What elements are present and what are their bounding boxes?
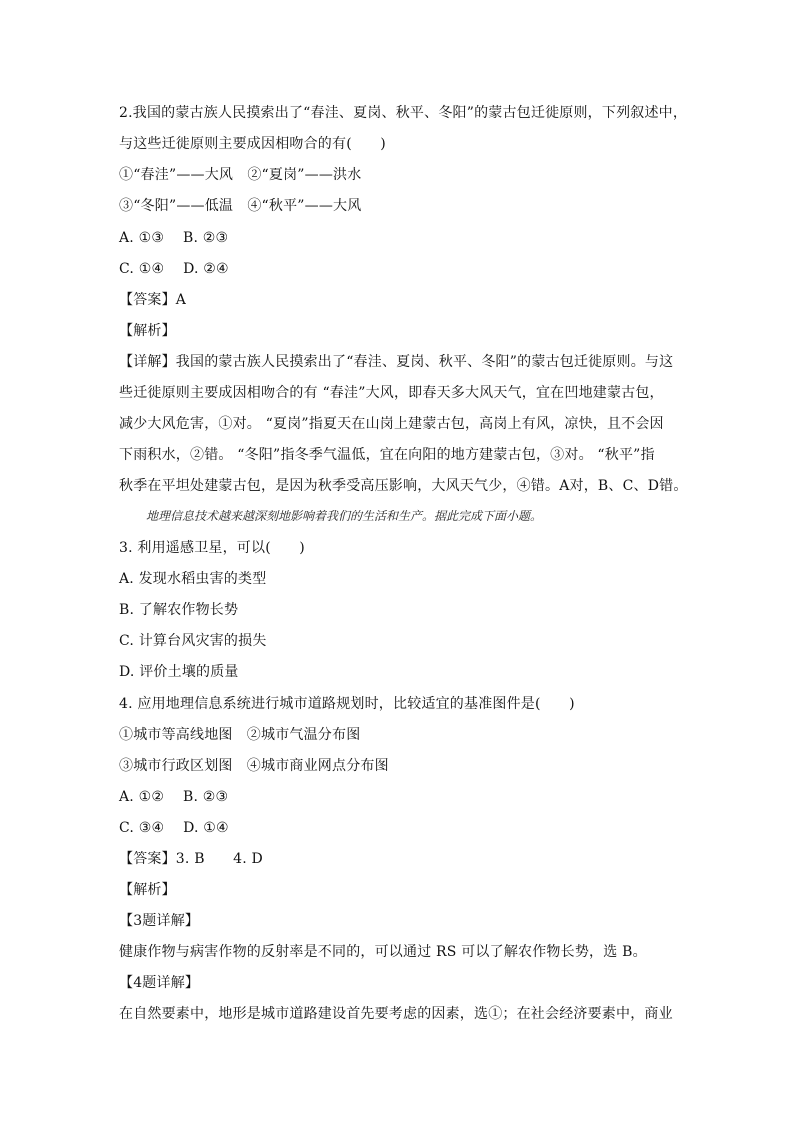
q2-answer: 【答案】A xyxy=(119,292,187,308)
q2-detail-line4: 下雨积水，②错。 “冬阳”指冬季气温低，宜在向阳的地方建蒙古包，③对。 “秋平”指 xyxy=(119,447,655,463)
q3-detail-title: 【3题详解】 xyxy=(119,913,200,929)
q2-choice-cd: C. ①④ D. ②④ xyxy=(119,261,229,277)
q2-detail-line5: 秋季在平坦处建蒙古包，是因为秋季受高压影响，大风天气少，④错。A对，B、C、D错。 xyxy=(119,478,688,494)
q2-stem-line1: 2.我国的蒙古族人民摸索出了“春洼、夏岗、秋平、冬阳”的蒙古包迁徙原则，下列叙述中， xyxy=(119,105,688,121)
q2-analysis-title: 【解析】 xyxy=(119,323,176,339)
q3-option-d: D. 评价土壤的质量 xyxy=(119,664,239,680)
q34-analysis-title: 【解析】 xyxy=(119,882,176,898)
q2-detail-line1: 【详解】我国的蒙古族人民摸索出了“春洼、夏岗、秋平、冬阳”的蒙古包迁徙原则。与这 xyxy=(119,354,674,370)
q2-choice-ab: A. ①③ B. ②③ xyxy=(119,230,229,246)
q4-option-line1: ①城市等高线地图 ②城市气温分布图 xyxy=(119,727,361,743)
q2-stem-line2: 与这些迁徙原则主要成因相吻合的有( ) xyxy=(119,136,386,152)
q3-detail-text: 健康作物与病害作物的反射率是不同的，可以通过 RS 可以了解农作物长势，选 B。 xyxy=(119,944,647,960)
q3-option-a: A. 发现水稻虫害的类型 xyxy=(119,571,267,587)
q4-option-line2: ③城市行政区划图 ④城市商业网点分布图 xyxy=(119,758,389,774)
group-intro: 地理信息技术越来越深刻地影响着我们的生活和生产。据此完成下面小题。 xyxy=(146,509,543,523)
q3-stem: 3. 利用遥感卫星，可以( ) xyxy=(119,540,305,556)
q4-choice-ab: A. ①② B. ②③ xyxy=(119,789,229,805)
q2-detail-line2: 些迁徙原则主要成因相吻合的有 “春洼”大风，即春天多大风天气，宜在凹地建蒙古包， xyxy=(119,385,664,401)
q34-answer: 【答案】3. B 4. D xyxy=(119,851,263,867)
q3-option-c: C. 计算台风灾害的损失 xyxy=(119,633,267,649)
q4-choice-cd: C. ③④ D. ①④ xyxy=(119,820,229,836)
q4-detail-title: 【4题详解】 xyxy=(119,975,200,991)
q2-option-line1: ①“春洼”——大风 ②“夏岗”——洪水 xyxy=(119,167,362,183)
q4-detail-text: 在自然要素中，地形是城市道路建设首先要考虑的因素，选①；在社会经济要素中，商业 xyxy=(119,1006,673,1022)
q2-detail-line3: 减少大风危害，①对。 “夏岗”指夏天在山岗上建蒙古包，高岗上有风，凉快，且不会因 xyxy=(119,416,664,432)
q4-stem: 4. 应用地理信息系统进行城市道路规划时，比较适宜的基准图件是( ) xyxy=(119,696,575,712)
q2-option-line2: ③“冬阳”——低温 ④“秋平”——大风 xyxy=(119,198,362,214)
q3-option-b: B. 了解农作物长势 xyxy=(119,602,239,618)
